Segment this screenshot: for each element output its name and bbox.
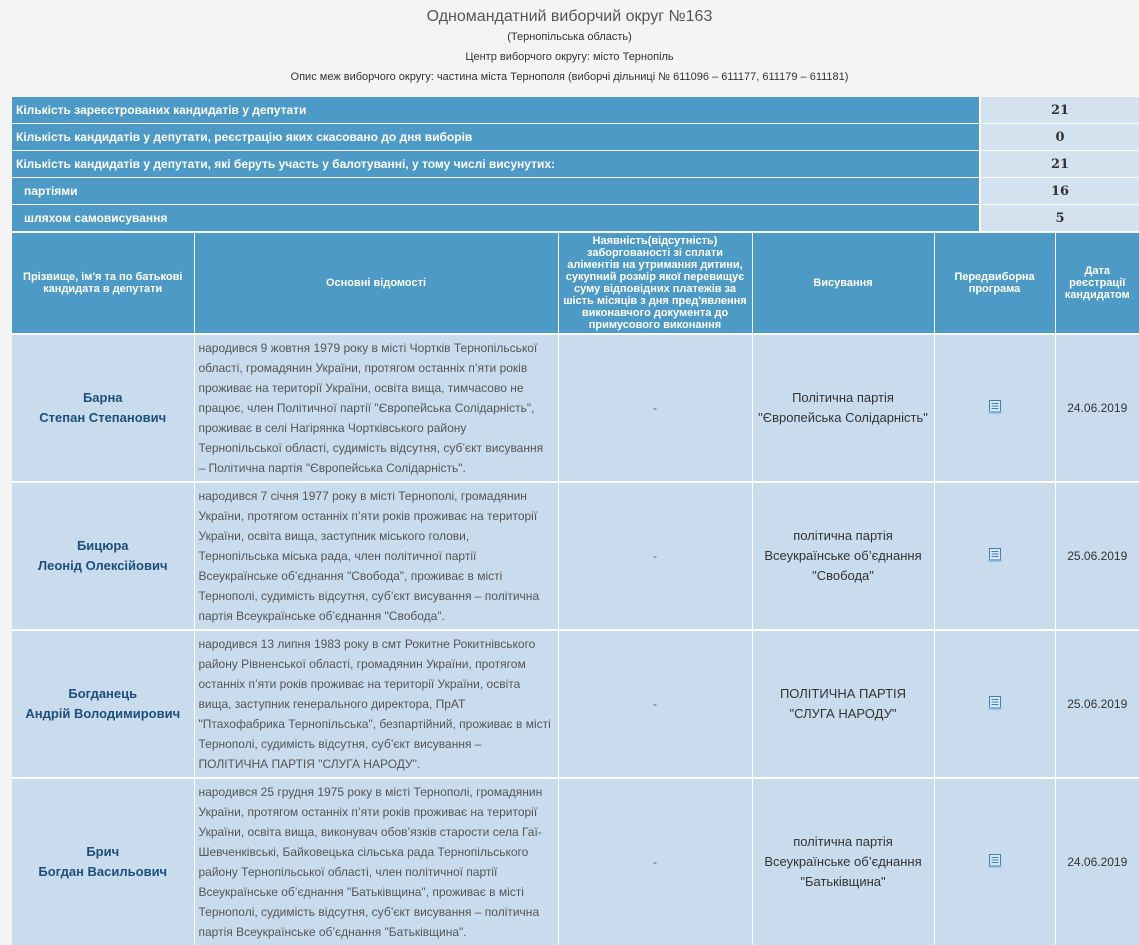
district-bounds: Опис меж виборчого округу: частина міста Тернополя (виборчі дільниці № 611096 – 611177, 611179 – 611181)	[290, 71, 849, 83]
stats-table	[12, 97, 1139, 232]
candidate-debt: -	[558, 630, 752, 778]
candidate-given-names: Степан Степанович	[39, 410, 167, 425]
stats-row	[12, 205, 1139, 232]
candidate-surname: Барна	[82, 390, 123, 405]
header-date: Дата реєстрації кандидатом	[1055, 233, 1139, 334]
stats-label: Кількість кандидатів у депутати, реєстрацію яких скасовано до дня виборів	[12, 124, 980, 151]
header-program: Передвиборна програма	[934, 233, 1055, 334]
candidate-surname: Брич	[86, 844, 120, 859]
candidate-info: народився 13 липня 1983 року в смт Рокитне Рокитнівського району Рівненської області, громадянин України, протягом останніх п’яти років проживає на території України, освіта вища, заступник генерального директора, ПрАТ "Птахофабрика Тернопільська", безпартійний, проживає в місті Тернополі, судимість відсутня, суб’єкт висування – ПОЛІТИЧНА ПАРТІЯ "СЛУГА НАРОДУ".	[194, 630, 558, 778]
header-name: Прізвище, ім'я та по батькові кандидата в депутати	[12, 233, 194, 334]
candidate-nominated: Політична партія "Європейська Солідарність"	[752, 334, 934, 482]
stats-value: 0	[980, 124, 1139, 151]
stats-label: Кількість зареєстрованих кандидатів у депутати	[12, 97, 980, 124]
candidate-program	[934, 482, 1055, 630]
stats-row	[12, 97, 1139, 124]
candidate-debt: -	[558, 778, 752, 945]
stats-row	[12, 151, 1139, 178]
candidate-date: 24.06.2019	[1055, 778, 1139, 945]
stats-value: 21	[980, 97, 1139, 124]
header-info: Основні відомості	[194, 233, 558, 334]
candidate-name[interactable]	[12, 778, 194, 945]
candidate-program	[934, 778, 1055, 945]
candidate-surname: Бицюра	[76, 538, 129, 553]
header-nominated: Висування	[752, 233, 934, 334]
document-icon[interactable]	[988, 853, 1002, 868]
candidate-debt: -	[558, 482, 752, 630]
table-row	[12, 482, 1139, 630]
document-icon[interactable]	[988, 399, 1002, 414]
document-icon[interactable]	[988, 547, 1002, 562]
candidate-surname: Богданець	[68, 686, 138, 701]
candidate-given-names: Богдан Васильович	[38, 864, 168, 879]
candidate-date: 24.06.2019	[1055, 334, 1139, 482]
stats-value: 16	[980, 178, 1139, 205]
candidate-info: народився 7 січня 1977 року в місті Тернополі, громадянин України, протягом останніх п’яти років проживає на території України, освіта вища, заступник міського голови, Тернопільська міська рада, член політичної партії Всеукраїнське об’єднання "Свобода", проживає в місті Тернополі, судимість відсутня, суб’єкт висування – політична партія Всеукраїнське об’єднання "Свобода".	[194, 482, 558, 630]
stats-value: 5	[980, 205, 1139, 232]
candidate-name[interactable]	[12, 630, 194, 778]
table-row	[12, 334, 1139, 482]
district-center: Центр виборчого округу: місто Тернопіль	[465, 51, 674, 63]
district-header	[0, 0, 1139, 87]
table-header-row	[12, 233, 1139, 334]
candidates-table	[12, 233, 1139, 945]
candidate-info: народився 25 грудня 1975 року в місті Тернополі, громадянин України, протягом останніх п’яти років проживає на території України, освіта вища, виконувач обов’язків старости села Гаї-Шевченківські, Байковецька сільська рада Тернопільського району Тернопільської області, член політичної партії Всеукраїнське об’єднання "Батьківщина", проживає в місті Тернополі, судимість відсутня, суб’єкт висування – політична партія Всеукраїнське об’єднання "Батьківщина".	[194, 778, 558, 945]
header-debt: Наявність(відсутність) заборгованості зі сплати аліментів на утримання дитини, сукупний розмір якої перевищує суму відповідних платежів за шість місяців з дня пред'явлення виконавчого документа до примусового виконання	[558, 233, 752, 334]
candidate-given-names: Андрій Володимирович	[25, 706, 181, 721]
stats-row	[12, 178, 1139, 205]
candidate-program	[934, 630, 1055, 778]
candidate-nominated: політична партія Всеукраїнське об’єднання "Батьківщина"	[752, 778, 934, 945]
stats-row	[12, 124, 1139, 151]
table-row	[12, 778, 1139, 945]
stats-label: Кількість кандидатів у депутати, які беруть участь у балотуванні, у тому числі висунутих:	[12, 151, 980, 178]
candidate-given-names: Леонід Олексійович	[37, 558, 168, 573]
district-region: (Тернопільська область)	[507, 31, 632, 43]
stats-label: шляхом самовисування	[12, 205, 980, 232]
candidate-debt: -	[558, 334, 752, 482]
candidate-program	[934, 334, 1055, 482]
candidate-date: 25.06.2019	[1055, 482, 1139, 630]
stats-label: партіями	[12, 178, 980, 205]
district-title: Одномандатний виборчий округ №163	[426, 8, 713, 25]
table-row	[12, 630, 1139, 778]
candidate-date: 25.06.2019	[1055, 630, 1139, 778]
candidate-nominated: ПОЛІТИЧНА ПАРТІЯ "СЛУГА НАРОДУ"	[752, 630, 934, 778]
candidate-info: народився 9 жовтня 1979 року в місті Чортків Тернопільської області, громадянин України, протягом останніх п’яти років проживає на території України, освіта вища, тимчасово не працює, член Політичної партії "Європейська Солідарність", проживає в селі Нагірянка Чортківського району Тернопільської області, судимість відсутня, суб’єкт висування – Політична партія "Європейська Солідарність".	[194, 334, 558, 482]
candidate-nominated: політична партія Всеукраїнське об’єднання "Свобода"	[752, 482, 934, 630]
candidate-name[interactable]	[12, 334, 194, 482]
document-icon[interactable]	[988, 695, 1002, 710]
candidate-name[interactable]	[12, 482, 194, 630]
stats-value: 21	[980, 151, 1139, 178]
